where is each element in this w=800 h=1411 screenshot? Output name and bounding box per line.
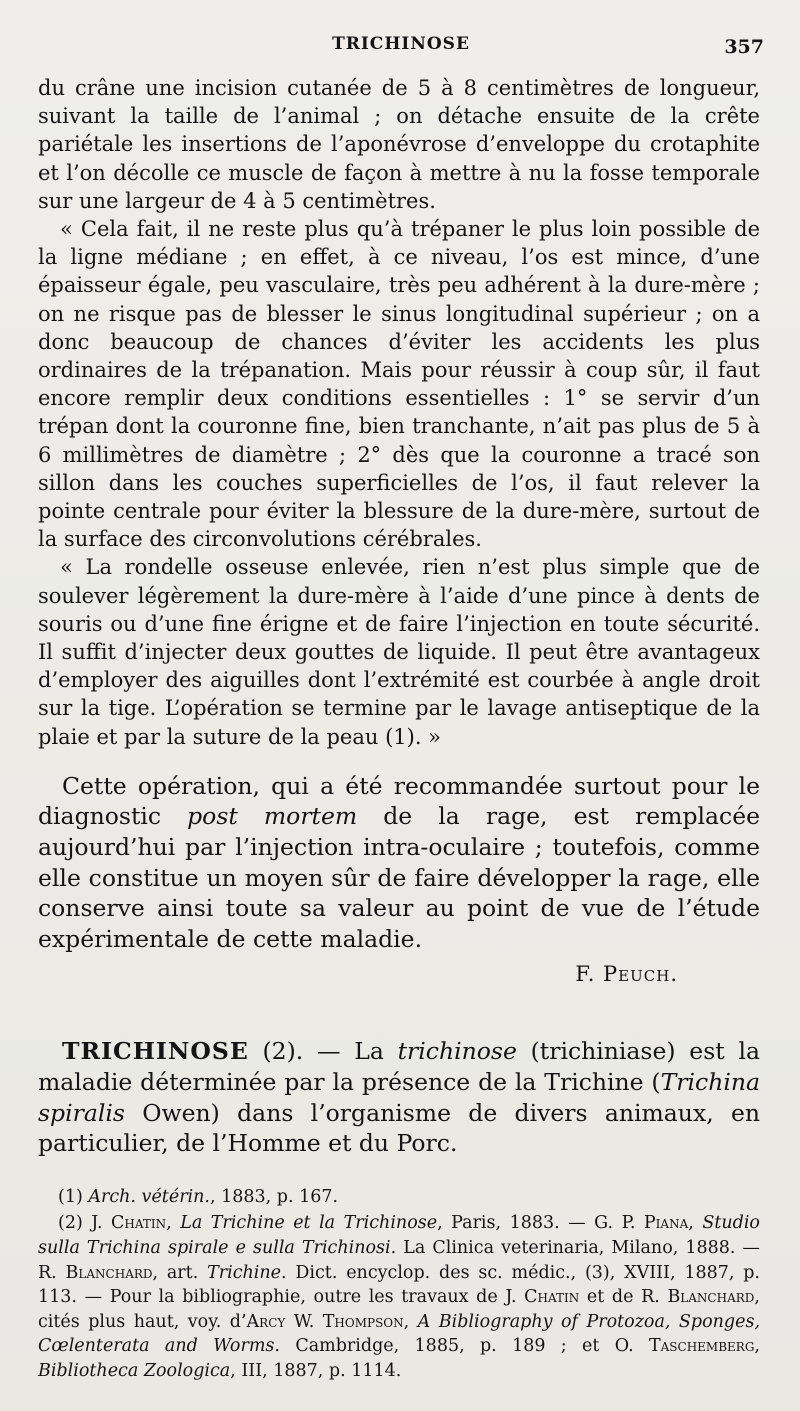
paragraph-quote-injection: « La rondelle osseuse enlevée, rien n’est plus simple que de soulever légèrement la dure-mère à l’aide d’une pince à dents de souris ou d’une fine érigne et de faire l’injection en toute sécurité. Il suffit d’injecter deux gouttes de liquide. Il peut être avantageux d’employer des aiguilles dont l’extrémité est courbée à angle droit sur la tige. L’opération se termine par le lavage antiseptique de la plaie et par la suture de la peau (1). » bbox=[38, 555, 760, 749]
text-run: . Dict. encyclop. des sc. médic., (3), XVIII, 1887, p. 113. — Pour la bibliographie, outre les travaux de J. bbox=[38, 1262, 760, 1308]
citation-title: La Trichine et la Trichinose bbox=[180, 1213, 438, 1234]
footnote-2 bbox=[38, 1211, 760, 1383]
page-header bbox=[38, 34, 764, 60]
paragraph-quote-trepanation: « Cela fait, il ne reste plus qu’à trépaner le plus loin possible de la ligne médiane ; en effet, à ce niveau, l’os est mince, d’une épaisseur égale, peu vasculaire, très peu adhérent à la dure-mère ; on ne risque pas de blesser le sinus longitudinal supérieur ; on a donc beaucoup de chances d’éviter les accidents les plus ordinaires de la trépanation. Mais pour réussir à coup sûr, il faut encore remplir deux conditions essentielles : 1° se servir d’un trépan dont la couronne fine, bien tranchante, n’ait pas plus de 5 à 6 millimètres de diamètre ; 2° dès que la couronne a tracé son sillon dans les couches superficielles de l’os, il faut relever la pointe centrale pour éviter la blessure de la dure-mère, surtout de la surface des circonvolutions cérébrales. bbox=[38, 217, 760, 552]
text-run: , bbox=[754, 1336, 760, 1357]
text-run: . La Clinica veterinaria, Milano, 1888. — R. bbox=[38, 1238, 761, 1283]
text-run: . Cambridge, 1885, p. 189 ; et O. bbox=[274, 1336, 649, 1357]
text-run: (2). — La bbox=[248, 1037, 398, 1066]
footnotes bbox=[38, 1185, 760, 1384]
page-body bbox=[38, 74, 760, 1384]
author-name: Piana bbox=[643, 1213, 689, 1234]
entry-title: TRICHINOSE bbox=[62, 1037, 249, 1066]
author-name: Blanchard bbox=[667, 1287, 755, 1308]
text-run: , 1883, p. 167. bbox=[210, 1186, 339, 1207]
citation-title: A Bibliography of Protozoa, Sponges, Cœlenterata and Worms bbox=[38, 1311, 761, 1357]
author-signature: F. Peuch. bbox=[575, 962, 678, 987]
text-run: de la rage, est remplacée aujourd’hui par l’injection intra-oculaire ; toutefois, comme elle constitue un moyen sûr de faire développer la rage, elle conserve ainsi toute sa valeur au point de vue de l’étude expérimentale de cette maladie. bbox=[38, 802, 761, 953]
text-run: Owen) dans l’organisme de divers animaux, en particulier, de l’Homme et du Porc. bbox=[38, 1098, 760, 1158]
citation-title: Bibliotheca Zoologica bbox=[38, 1360, 231, 1381]
text-run: (trichiniase) est la maladie déterminée par la présence de la Trichine ( bbox=[38, 1037, 760, 1097]
paragraph-conclusion bbox=[38, 771, 760, 955]
text-run: (2) J. bbox=[58, 1213, 112, 1234]
footnote-marker: (1) bbox=[58, 1186, 89, 1207]
author-name: Chatin bbox=[524, 1287, 580, 1308]
author-name: Taschemberg bbox=[648, 1336, 755, 1357]
text-run: , Paris, 1883. — G. P. bbox=[437, 1213, 644, 1234]
italic-term: post mortem bbox=[187, 802, 358, 831]
author-name: Blanchard bbox=[65, 1262, 153, 1283]
footnote-1 bbox=[38, 1185, 760, 1210]
running-title: TRICHINOSE bbox=[332, 34, 470, 54]
text-run: Cette opération, qui a été recommandée surtout pour le diagnostic bbox=[38, 771, 760, 831]
author-name: Arcy W. Thompson bbox=[246, 1311, 404, 1332]
citation-title: Studio sulla Trichina spirale e sulla Trichinosi bbox=[38, 1213, 760, 1258]
citation-title: Trichine bbox=[207, 1262, 282, 1283]
paragraph-continuation: du crâne une incision cutanée de 5 à 8 centimètres de longueur, suivant la taille de l’animal ; on détache ensuite de la crête pariétale les insertions de l’aponévrose d’enveloppe du crotaphite et l’on décolle ce muscle de façon à mettre à nu la fosse temporale sur une largeur de 4 à 5 centimètres. bbox=[38, 76, 760, 213]
page-number: 357 bbox=[724, 36, 764, 58]
author-name: Chatin bbox=[111, 1213, 167, 1234]
citation-title: Arch. vétérin. bbox=[88, 1186, 210, 1207]
text-run: , bbox=[688, 1213, 703, 1234]
entry-trichinose bbox=[38, 1036, 760, 1158]
italic-term: trichinose bbox=[397, 1037, 517, 1066]
text-run: , III, 1887, p. 1114. bbox=[230, 1360, 402, 1381]
text-run: , art. bbox=[152, 1262, 208, 1283]
text-run: et de R. bbox=[579, 1287, 668, 1308]
text-run: , bbox=[403, 1311, 418, 1332]
latin-name: Trichina spiralis bbox=[38, 1068, 760, 1127]
text-run: , bbox=[166, 1213, 181, 1234]
text-run: , cités plus haut, voy. d’ bbox=[38, 1287, 760, 1332]
